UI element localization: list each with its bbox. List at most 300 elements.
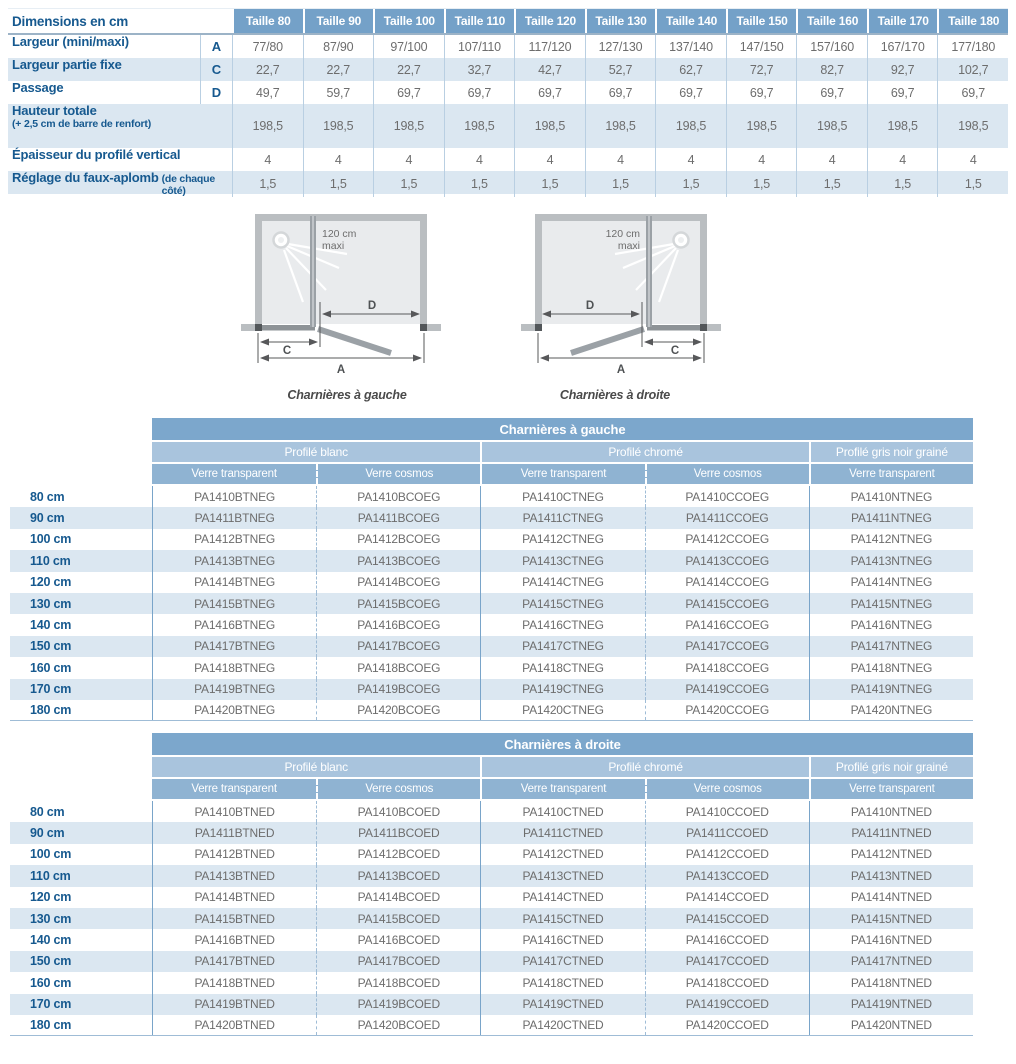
product-code: PA1415CTNED — [480, 908, 644, 929]
dimension-value: 198,5 — [444, 104, 515, 148]
product-code: PA1410NTNED — [809, 801, 973, 822]
product-code: PA1420CTNEG — [480, 700, 644, 720]
product-table-title-row — [10, 418, 973, 440]
dimension-value: 69,7 — [796, 81, 867, 104]
dimension-value: 198,5 — [655, 104, 726, 148]
glass-type-header: Verre cosmos — [316, 779, 480, 799]
dimensions-row — [8, 104, 1008, 148]
product-row — [10, 486, 973, 507]
size-label: 130 cm — [30, 911, 72, 926]
dimension-value: 137/140 — [655, 35, 726, 58]
size-label: 150 cm — [30, 639, 72, 654]
dimension-row-label: Hauteur totale (+ 2,5 cm de barre de renfort) — [12, 103, 152, 130]
fixed-panel — [262, 325, 315, 331]
dimension-value: 1,5 — [373, 171, 444, 197]
product-row — [10, 1015, 973, 1036]
size-column-header: Taille 130 — [585, 9, 656, 33]
product-code: PA1412CTNED — [480, 844, 644, 865]
spacer — [10, 779, 152, 799]
product-code: PA1417BTNED — [152, 951, 316, 972]
product-code: PA1415BTNEG — [152, 593, 316, 614]
product-code: PA1420NTNED — [809, 1015, 973, 1035]
size-label: 120 cm — [30, 575, 72, 590]
product-code: PA1414CCOEG — [645, 572, 809, 593]
dimension-value: 69,7 — [655, 81, 726, 104]
dimension-letter-code: A — [200, 35, 232, 58]
dimensions-corner-label: Dimensions en cm — [12, 13, 129, 29]
spacer — [10, 757, 152, 777]
dimension-value: 177/180 — [937, 35, 1008, 58]
product-row — [10, 679, 973, 700]
product-code: PA1411NTNEG — [809, 507, 973, 528]
product-code: PA1413BCOEG — [316, 550, 480, 571]
spacer — [10, 418, 152, 440]
product-code: PA1411BTNED — [152, 822, 316, 843]
dimension-value: 4 — [232, 148, 303, 171]
support-bar-highlight — [312, 216, 314, 327]
size-column-header: Taille 80 — [232, 9, 303, 33]
product-table-title: Charnières à gauche — [152, 418, 973, 440]
dimension-value: 69,7 — [937, 81, 1008, 104]
product-code: PA1415CTNEG — [480, 593, 644, 614]
dimension-value: 198,5 — [726, 104, 797, 148]
product-code: PA1414BCOEG — [316, 572, 480, 593]
product-code: PA1413NTNED — [809, 865, 973, 886]
product-code: PA1411CCOEG — [645, 507, 809, 528]
dimensions-row — [8, 35, 1008, 58]
dimension-value: 198,5 — [303, 104, 374, 148]
product-code: PA1410BCOEG — [316, 486, 480, 507]
product-code: PA1416CCOEG — [645, 614, 809, 635]
open-door — [571, 329, 644, 353]
size-label: 150 cm — [30, 954, 72, 969]
product-code: PA1419CCOED — [645, 994, 809, 1015]
product-code: PA1415NTNEG — [809, 593, 973, 614]
glass-type-row — [10, 464, 973, 484]
glass-type-header: Verre cosmos — [316, 464, 480, 484]
size-label: 110 cm — [30, 868, 71, 883]
dimension-value: 4 — [796, 148, 867, 171]
size-label: 100 cm — [30, 532, 72, 547]
product-code: PA1419CTNED — [480, 994, 644, 1015]
dimension-value: 22,7 — [232, 58, 303, 81]
shower-head-center — [278, 237, 284, 243]
product-code: PA1415BTNED — [152, 908, 316, 929]
dimension-value: 167/170 — [867, 35, 938, 58]
product-row — [10, 657, 973, 678]
product-code: PA1413CCOED — [645, 865, 809, 886]
profile-group-row — [10, 757, 973, 777]
dimension-value: 157/160 — [796, 35, 867, 58]
profile-group-header: Profilé gris noir grainé — [809, 442, 973, 462]
size-label: 180 cm — [30, 1018, 72, 1033]
product-row — [10, 822, 973, 843]
dimension-value: 198,5 — [937, 104, 1008, 148]
dimension-value: 1,5 — [655, 171, 726, 197]
product-code: PA1416BTNEG — [152, 614, 316, 635]
installation-diagrams — [0, 206, 1016, 402]
dimension-row-label: Réglage du faux-aplomb (de chaque côté) — [12, 170, 215, 197]
bar-max-label-2: maxi — [617, 240, 640, 252]
dimension-value: 198,5 — [867, 104, 938, 148]
size-label: 80 cm — [30, 489, 65, 504]
size-column-header: Taille 180 — [937, 9, 1008, 33]
product-code: PA1416NTNEG — [809, 614, 973, 635]
product-code: PA1410CCOED — [645, 801, 809, 822]
dimension-value: 1,5 — [514, 171, 585, 197]
dimension-value: 1,5 — [232, 171, 303, 197]
glass-type-header: Verre transparent — [809, 779, 973, 799]
profile-group-header: Profilé gris noir grainé — [809, 757, 973, 777]
dimension-value: 198,5 — [585, 104, 656, 148]
dimension-value: 117/120 — [514, 35, 585, 58]
dimension-value: 4 — [373, 148, 444, 171]
dimension-row-label: Passage — [12, 80, 64, 95]
dimension-value: 4 — [655, 148, 726, 171]
product-row — [10, 529, 973, 550]
product-row — [10, 801, 973, 822]
product-code: PA1417NTNED — [809, 951, 973, 972]
size-label: 90 cm — [30, 826, 65, 841]
product-code: PA1418CCOED — [645, 972, 809, 993]
product-code: PA1418NTNEG — [809, 657, 973, 678]
product-code: PA1419BCOED — [316, 994, 480, 1015]
product-code: PA1416BTNED — [152, 929, 316, 950]
bar-max-label-2: maxi — [322, 240, 345, 252]
dimension-row-label: Largeur partie fixe — [12, 57, 122, 72]
diagram-caption-left: Charnières à gauche — [287, 388, 407, 402]
product-row — [10, 700, 973, 721]
product-code: PA1412CCOED — [645, 844, 809, 865]
dimension-value: 69,7 — [585, 81, 656, 104]
dim-letter-a: A — [616, 364, 626, 376]
dimension-value: 1,5 — [303, 171, 374, 197]
wall-anchor-right — [420, 324, 427, 331]
glass-type-header: Verre transparent — [152, 464, 316, 484]
product-code: PA1412BCOEG — [316, 529, 480, 550]
glass-type-row — [10, 779, 973, 799]
bar-max-label-1: 120 cm — [322, 228, 357, 240]
product-code: PA1413CCOEG — [645, 550, 809, 571]
product-code: PA1410BCOED — [316, 801, 480, 822]
product-code: PA1413BCOED — [316, 865, 480, 886]
size-column-header: Taille 120 — [514, 9, 585, 33]
product-code: PA1416NTNED — [809, 929, 973, 950]
product-code: PA1420NTNEG — [809, 700, 973, 720]
product-code: PA1420CCOEG — [645, 700, 809, 720]
product-code: PA1410BTNED — [152, 801, 316, 822]
dimensions-row — [8, 81, 1008, 104]
product-code: PA1418BTNED — [152, 972, 316, 993]
dimension-value: 69,7 — [726, 81, 797, 104]
size-column-header: Taille 100 — [373, 9, 444, 33]
dimension-value: 69,7 — [514, 81, 585, 104]
wall-anchor-right — [700, 324, 707, 331]
product-code: PA1417CCOED — [645, 951, 809, 972]
product-code: PA1411BCOEG — [316, 507, 480, 528]
wall-anchor-left — [535, 324, 542, 331]
shower-head-center — [678, 237, 684, 243]
dim-letter-d: D — [585, 300, 595, 312]
product-code: PA1417CCOEG — [645, 636, 809, 657]
dim-letter-a: A — [336, 364, 346, 376]
fixed-panel — [647, 325, 700, 331]
dimensions-row — [8, 58, 1008, 81]
wall-anchor-left — [255, 324, 262, 331]
product-code: PA1415CCOEG — [645, 593, 809, 614]
dimension-value: 69,7 — [444, 81, 515, 104]
profile-group-row — [10, 442, 973, 462]
dimension-value: 1,5 — [585, 171, 656, 197]
dimensions-row — [8, 170, 1008, 197]
product-code: PA1411CCOED — [645, 822, 809, 843]
product-table-hinges-right — [10, 733, 973, 1036]
glass-type-header: Verre cosmos — [645, 779, 809, 799]
product-code: PA1411BTNEG — [152, 507, 316, 528]
diagram-caption-right: Charnières à droite — [559, 388, 671, 402]
product-code: PA1415CCOED — [645, 908, 809, 929]
product-code: PA1420CTNED — [480, 1015, 644, 1035]
product-row — [10, 550, 973, 571]
dimension-value: 4 — [937, 148, 1008, 171]
dimensions-row — [8, 148, 1008, 171]
spacer — [10, 733, 152, 755]
product-code: PA1417BCOED — [316, 951, 480, 972]
dimension-value: 198,5 — [796, 104, 867, 148]
product-code: PA1415NTNED — [809, 908, 973, 929]
product-code: PA1414BCOED — [316, 887, 480, 908]
product-code: PA1418BCOED — [316, 972, 480, 993]
size-column-header: Taille 110 — [444, 9, 515, 33]
dimension-value: 4 — [303, 148, 374, 171]
size-label: 180 cm — [30, 703, 72, 718]
product-code: PA1419CTNEG — [480, 679, 644, 700]
size-column-header: Taille 90 — [303, 9, 374, 33]
dimension-value: 1,5 — [867, 171, 938, 197]
product-code: PA1416BCOEG — [316, 614, 480, 635]
spacer — [10, 464, 152, 484]
dimension-value: 32,7 — [444, 58, 515, 81]
size-label: 140 cm — [30, 618, 72, 633]
dim-letter-c: C — [670, 345, 680, 357]
product-row — [10, 951, 973, 972]
dimensions-header-row — [8, 8, 1008, 35]
dimension-value: 1,5 — [726, 171, 797, 197]
product-code: PA1412NTNED — [809, 844, 973, 865]
product-code: PA1410NTNEG — [809, 486, 973, 507]
product-code: PA1415BCOED — [316, 908, 480, 929]
profile-group-header: Profilé blanc — [152, 757, 480, 777]
dimension-value: 62,7 — [655, 58, 726, 81]
product-code: PA1418CCOEG — [645, 657, 809, 678]
product-table-hinges-left — [10, 418, 973, 721]
product-code: PA1414CCOED — [645, 887, 809, 908]
product-code: PA1410BTNEG — [152, 486, 316, 507]
dimension-value: 92,7 — [867, 58, 938, 81]
product-code: PA1417BTNEG — [152, 636, 316, 657]
spacer — [10, 442, 152, 462]
dim-letter-d: D — [367, 300, 377, 312]
size-label: 80 cm — [30, 804, 65, 819]
dimension-value: 198,5 — [514, 104, 585, 148]
product-code: PA1419NTNEG — [809, 679, 973, 700]
product-code: PA1412NTNEG — [809, 529, 973, 550]
dimension-value: 4 — [585, 148, 656, 171]
dimension-row-label: Largeur (mini/maxi) — [12, 34, 129, 49]
product-row — [10, 887, 973, 908]
product-code: PA1414CTNED — [480, 887, 644, 908]
product-code: PA1417CTNED — [480, 951, 644, 972]
size-column-header: Taille 150 — [726, 9, 797, 33]
profile-group-header: Profilé chromé — [480, 757, 808, 777]
product-code: PA1418CTNED — [480, 972, 644, 993]
size-label: 160 cm — [30, 660, 72, 675]
product-code: PA1411CTNED — [480, 822, 644, 843]
product-code: PA1416CCOED — [645, 929, 809, 950]
diagram-hinges-right — [509, 206, 721, 402]
product-code: PA1415BCOEG — [316, 593, 480, 614]
dimension-value: 42,7 — [514, 58, 585, 81]
size-label: 100 cm — [30, 847, 72, 862]
product-row — [10, 636, 973, 657]
dimension-value: 97/100 — [373, 35, 444, 58]
size-column-header: Taille 160 — [796, 9, 867, 33]
product-code: PA1413NTNEG — [809, 550, 973, 571]
size-label: 110 cm — [30, 553, 71, 568]
dimension-value: 69,7 — [373, 81, 444, 104]
product-row — [10, 614, 973, 635]
product-code: PA1412CCOEG — [645, 529, 809, 550]
product-code: PA1410CCOEG — [645, 486, 809, 507]
size-label: 130 cm — [30, 596, 72, 611]
dimension-value: 4 — [726, 148, 797, 171]
glass-type-header: Verre cosmos — [645, 464, 809, 484]
product-row — [10, 844, 973, 865]
product-code: PA1413BTNEG — [152, 550, 316, 571]
dimension-letter-code: D — [200, 81, 232, 104]
dimension-value: 198,5 — [232, 104, 303, 148]
size-label: 140 cm — [30, 933, 72, 948]
size-label: 120 cm — [30, 890, 72, 905]
product-code: PA1418BTNEG — [152, 657, 316, 678]
dimension-letter-code: C — [200, 58, 232, 81]
support-bar-highlight — [648, 216, 650, 327]
glass-type-header: Verre transparent — [152, 779, 316, 799]
dimension-value: 72,7 — [726, 58, 797, 81]
diagram-hinges-right-drawing — [509, 206, 721, 378]
product-table-title: Charnières à droite — [152, 733, 973, 755]
product-code: PA1420BCOED — [316, 1015, 480, 1035]
dim-letter-c: C — [282, 345, 292, 357]
product-row — [10, 865, 973, 886]
product-code: PA1414BTNEG — [152, 572, 316, 593]
product-code: PA1417NTNEG — [809, 636, 973, 657]
glass-type-header: Verre transparent — [809, 464, 973, 484]
size-column-header: Taille 170 — [867, 9, 938, 33]
product-code: PA1414BTNED — [152, 887, 316, 908]
product-row — [10, 929, 973, 950]
size-column-header: Taille 140 — [655, 9, 726, 33]
product-row — [10, 572, 973, 593]
product-code: PA1414CTNEG — [480, 572, 644, 593]
product-row — [10, 972, 973, 993]
dimension-value: 22,7 — [373, 58, 444, 81]
size-label: 160 cm — [30, 975, 72, 990]
dimensions-table — [8, 8, 1008, 197]
dimension-value: 1,5 — [937, 171, 1008, 197]
product-code: PA1417CTNEG — [480, 636, 644, 657]
dimension-value: 1,5 — [796, 171, 867, 197]
product-code: PA1418CTNEG — [480, 657, 644, 678]
profile-group-header: Profilé blanc — [152, 442, 480, 462]
bar-max-label-1: 120 cm — [605, 228, 640, 240]
dimension-row-label: Épaisseur du profilé vertical — [12, 147, 181, 162]
glass-type-header: Verre transparent — [480, 464, 644, 484]
dimension-value: 59,7 — [303, 81, 374, 104]
product-code: PA1413CTNED — [480, 865, 644, 886]
dimension-value: 77/80 — [232, 35, 303, 58]
product-code: PA1420BTNED — [152, 1015, 316, 1035]
dimension-value: 4 — [444, 148, 515, 171]
product-code: PA1416CTNED — [480, 929, 644, 950]
dimension-value: 147/150 — [726, 35, 797, 58]
product-code: PA1420BTNEG — [152, 700, 316, 720]
product-code: PA1411BCOED — [316, 822, 480, 843]
dimension-value: 22,7 — [303, 58, 374, 81]
product-code: PA1418NTNED — [809, 972, 973, 993]
product-row — [10, 593, 973, 614]
dimension-value: 87/90 — [303, 35, 374, 58]
product-code: PA1412CTNEG — [480, 529, 644, 550]
product-row — [10, 994, 973, 1015]
product-code: PA1412BTNEG — [152, 529, 316, 550]
product-table-title-row — [10, 733, 973, 755]
product-code: PA1412BCOED — [316, 844, 480, 865]
open-door — [318, 329, 391, 353]
dimension-value: 198,5 — [373, 104, 444, 148]
dimension-value: 1,5 — [444, 171, 515, 197]
product-code: PA1419BTNED — [152, 994, 316, 1015]
product-code: PA1411NTNED — [809, 822, 973, 843]
product-code: PA1419NTNED — [809, 994, 973, 1015]
diagram-hinges-left-drawing — [241, 206, 453, 378]
product-code: PA1418BCOEG — [316, 657, 480, 678]
product-row — [10, 908, 973, 929]
diagram-hinges-left — [241, 206, 453, 402]
product-code: PA1410CTNEG — [480, 486, 644, 507]
product-code: PA1420BCOEG — [316, 700, 480, 720]
product-code: PA1411CTNEG — [480, 507, 644, 528]
product-code: PA1414NTNEG — [809, 572, 973, 593]
product-code: PA1419BTNEG — [152, 679, 316, 700]
dimension-value: 49,7 — [232, 81, 303, 104]
dimension-value: 102,7 — [937, 58, 1008, 81]
size-label: 170 cm — [30, 682, 72, 697]
product-row — [10, 507, 973, 528]
dimension-value: 107/110 — [444, 35, 515, 58]
dimension-value: 4 — [514, 148, 585, 171]
product-code: PA1420CCOED — [645, 1015, 809, 1035]
dimension-value: 82,7 — [796, 58, 867, 81]
product-code: PA1419CCOEG — [645, 679, 809, 700]
size-label: 90 cm — [30, 511, 65, 526]
product-code: PA1416CTNEG — [480, 614, 644, 635]
dimension-value: 127/130 — [585, 35, 656, 58]
product-code: PA1412BTNED — [152, 844, 316, 865]
size-label: 170 cm — [30, 997, 72, 1012]
product-code: PA1410CTNED — [480, 801, 644, 822]
glass-type-header: Verre transparent — [480, 779, 644, 799]
